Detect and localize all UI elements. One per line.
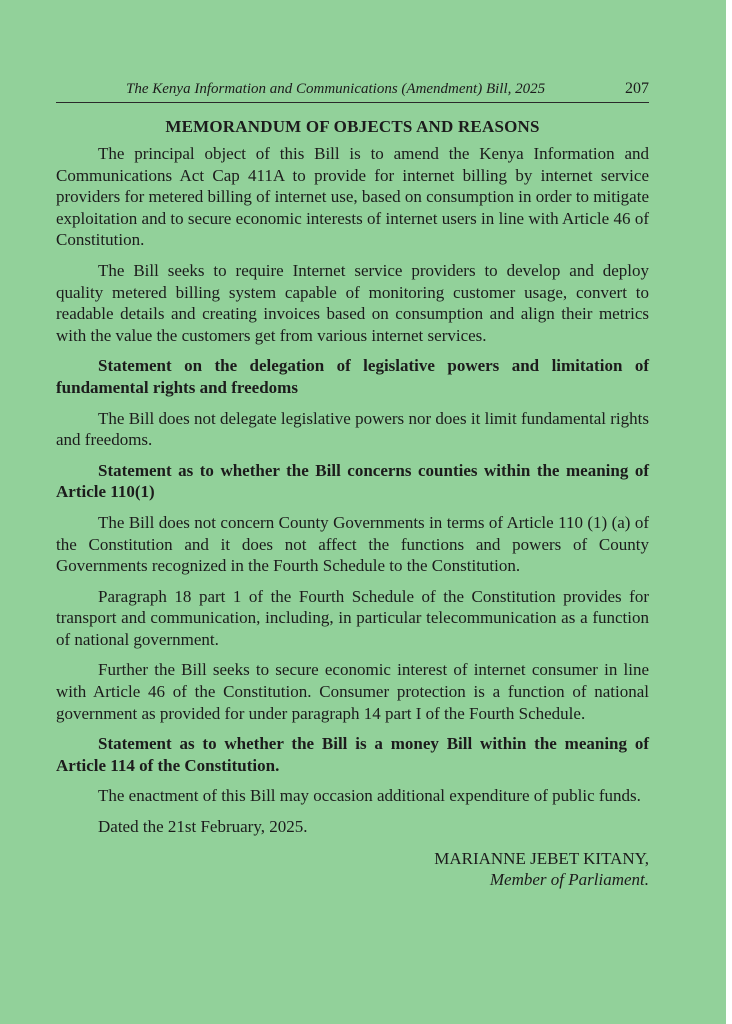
signature-block	[56, 848, 649, 891]
signatory-name: MARIANNE JEBET KITANY,	[434, 848, 649, 868]
paragraph-expenditure: The enactment of this Bill may occasion additional expenditure of public funds.	[98, 786, 641, 806]
memorandum-heading: MEMORANDUM OF OBJECTS AND REASONS	[165, 117, 540, 136]
paragraph-consumer-protection: Further the Bill seeks to secure economic interest of internet consumer in line with Article 46 of the Constitution. Consumer protection is a function of national government as provided for under paragraph 14 part I of the Fourth Schedule.	[56, 660, 649, 723]
page-number: 207	[625, 80, 649, 97]
running-header	[56, 80, 649, 103]
paragraph-county-governments: The Bill does not concern County Governments in terms of Article 110 (1) (a) of the Constitution and it does not affect the functions and powers of County Governments recognized in the Fourth Schedule to the Constitution.	[56, 512, 649, 576]
paragraph-billing-system: The Bill seeks to require Internet service providers to develop and deploy quality metered billing system capable of monitoring customer usage, convert to readable details and creating invoices based on consumption and align their metrics with the value the customers get from various internet services.	[56, 260, 649, 345]
statement-counties-heading: Statement as to whether the Bill concerns counties within the meaning of Article 110(1)	[56, 460, 649, 502]
statement-money-bill-heading: Statement as to whether the Bill is a money Bill within the meaning of Article 114 of the Constitution.	[56, 734, 649, 775]
dated-line: Dated the 21st February, 2025.	[98, 817, 308, 837]
signatory-role: Member of Parliament.	[489, 870, 649, 890]
statement-delegation-heading: Statement on the delegation of legislative powers and limitation of fundamental rights and freedoms	[56, 356, 649, 397]
paragraph-delegation: The Bill does not delegate legislative powers nor does it limit fundamental rights and freedoms.	[56, 408, 649, 450]
header-title: The Kenya Information and Communications (Amendment) Bill, 2025	[126, 81, 546, 97]
paragraph-fourth-schedule: Paragraph 18 part 1 of the Fourth Schedule of the Constitution provides for transport and communication, including, in particular telecommunication as a function of national government.	[56, 586, 649, 649]
paragraph-principal-object: The principal object of this Bill is to amend the Kenya Information and Communications Act Cap 411A to provide for internet billing by internet service providers for metered billing of internet use, based on consumption in order to mitigate exploitation and to secure economic interests of internet users in line with Article 46 of Constitution.	[56, 144, 649, 250]
document-page	[56, 80, 649, 891]
page-edge	[726, 0, 732, 1024]
